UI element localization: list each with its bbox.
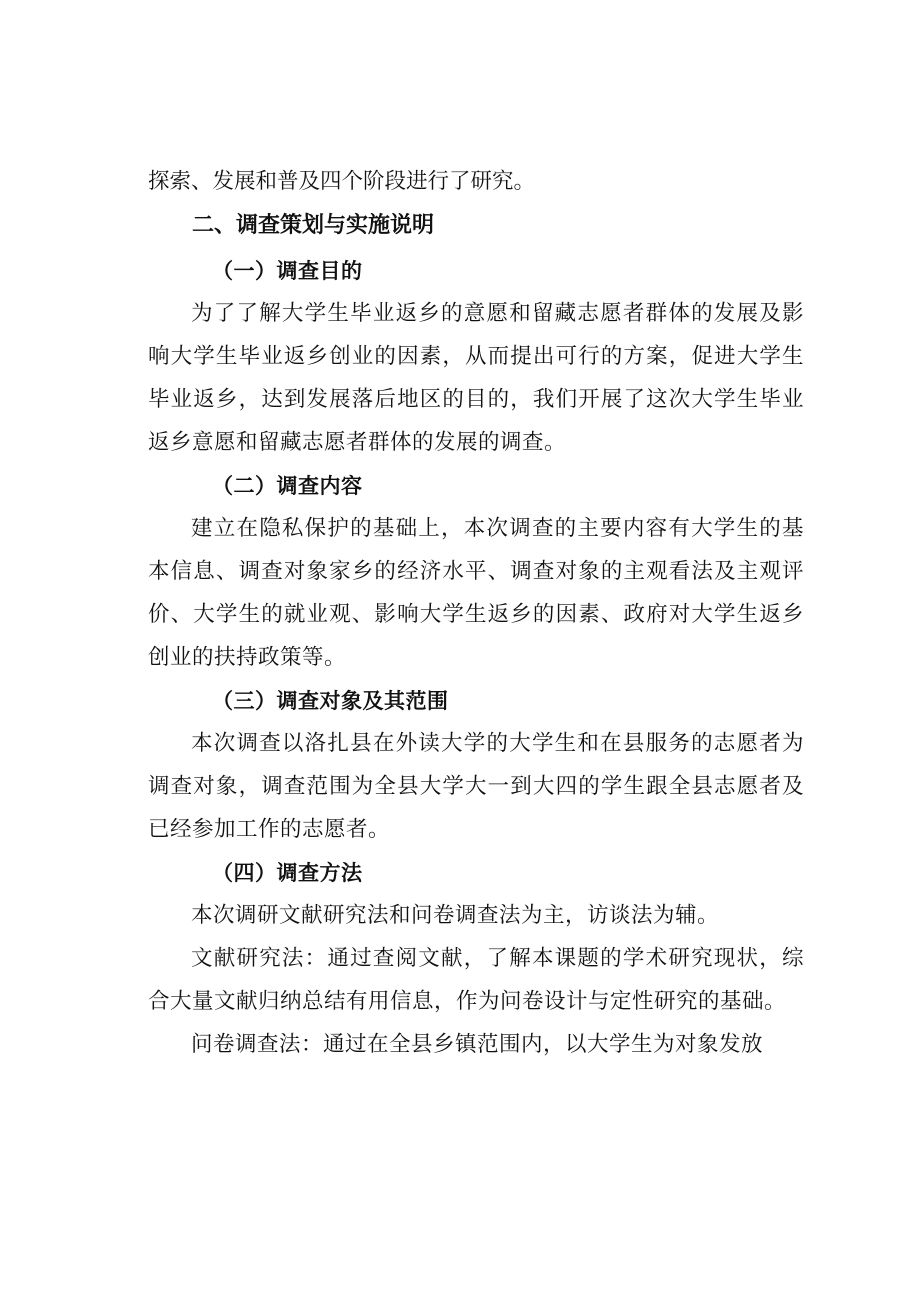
continuation-text: 探索、发展和普及四个阶段进行了研究。 — [148, 169, 536, 194]
paragraph-content: 建立在隐私保护的基础上，本次调查的主要内容有大学生的基本信息、调查对象家乡的经济水平、调查对象的主观看法及主观评价、大学生的就业观、影响大学生返乡的因素、政府对大学生返乡创业的扶持政策等。 — [148, 516, 804, 670]
subsection-heading-subjects: （三）调查对象及其范围 — [212, 688, 449, 713]
subsection-heading-content: （二）调查内容 — [212, 473, 363, 498]
subsection-heading-purpose: （一）调查目的 — [212, 258, 363, 283]
paragraph-literature-method: 文献研究法：通过查阅文献，了解本课题的学术研究现状，综合大量文献归纳总结有用信息，作为问卷设计与定性研究的基础。 — [148, 946, 804, 1014]
paragraph-subjects: 本次调查以洛扎县在外读大学的大学生和在县服务的志愿者为调查对象，调查范围为全县大学大一到大四的学生跟全县志愿者及已经参加工作的志愿者。 — [148, 731, 804, 842]
paragraph-methods-overview: 本次调研文献研究法和问卷调查法为主，访谈法为辅。 — [191, 903, 720, 928]
subsection-heading-methods: （四）调查方法 — [212, 860, 363, 885]
paragraph-questionnaire-method: 问卷调查法：通过在全县乡镇范围内，以大学生为对象发放 — [191, 1032, 764, 1057]
paragraph-purpose: 为了了解大学生毕业返乡的意愿和留藏志愿者群体的发展及影响大学生毕业返乡创业的因素，从而提出可行的方案，促进大学生毕业返乡，达到发展落后地区的目的，我们开展了这次大学生毕业返乡意愿和留藏志愿者群体的发展的调查。 — [148, 301, 804, 455]
document-body — [148, 160, 804, 1066]
section-heading: 二、调查策划与实施说明 — [192, 213, 435, 238]
